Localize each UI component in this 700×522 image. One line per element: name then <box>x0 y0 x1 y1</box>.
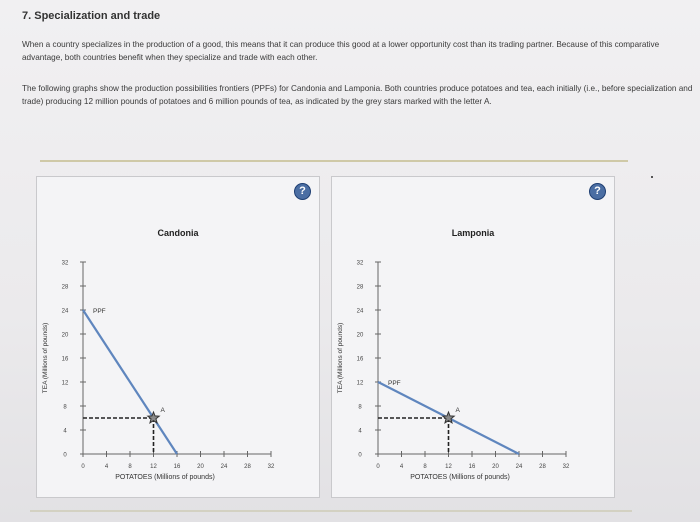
lamponia-y-tick-label: 20 <box>356 332 364 339</box>
lamponia-graph-panel <box>331 176 615 498</box>
candonia-ppf-label: PPF <box>93 308 106 315</box>
lamponia-x-tick-label: 0 <box>376 464 380 470</box>
lamponia-y-tick-label: 32 <box>356 260 364 267</box>
candonia-y-tick-label: 4 <box>63 428 67 435</box>
lamponia-help-icon[interactable]: ? <box>589 183 606 200</box>
candonia-y-tick-label: 28 <box>61 284 69 291</box>
lamponia-x-tick-label: 16 <box>468 464 476 470</box>
candonia-y-tick-label: 0 <box>63 452 67 459</box>
candonia-point-a-label: A <box>160 407 165 414</box>
stray-dot <box>651 176 653 178</box>
lamponia-chart-title: Lamponia <box>451 228 495 238</box>
candonia-x-tick-label: 12 <box>150 464 157 470</box>
candonia-y-tick-label: 20 <box>61 332 69 339</box>
candonia-graph-panel <box>36 176 320 498</box>
candonia-y-tick-label: 16 <box>61 356 69 363</box>
candonia-y-tick-label: 24 <box>61 308 69 315</box>
candonia-y-axis-label: TEA (Millions of pounds) <box>42 322 49 394</box>
lamponia-y-tick-label: 16 <box>356 356 364 363</box>
candonia-x-tick-label: 24 <box>220 464 228 470</box>
candonia-y-tick-label: 12 <box>61 380 69 387</box>
candonia-ppf-line <box>83 310 177 454</box>
candonia-help-icon[interactable]: ? <box>294 183 311 200</box>
candonia-x-tick-label: 16 <box>173 464 181 470</box>
section-divider <box>40 160 628 162</box>
lamponia-x-tick-label: 4 <box>399 464 404 470</box>
lamponia-x-tick-label: 24 <box>515 464 523 470</box>
candonia-x-tick-label: 32 <box>267 464 275 470</box>
lamponia-y-axis-label: TEA (Millions of pounds) <box>337 322 344 394</box>
candonia-x-tick-label: 4 <box>104 464 109 470</box>
lamponia-y-tick-label: 4 <box>358 428 362 435</box>
candonia-chart-title: Candonia <box>157 228 199 238</box>
lamponia-ppf-chart <box>332 177 614 497</box>
candonia-y-tick-label: 32 <box>61 260 69 267</box>
lamponia-y-tick-label: 12 <box>356 380 364 387</box>
question-title: 7. Specialization and trade <box>22 10 161 22</box>
lamponia-x-tick-label: 20 <box>492 464 499 470</box>
lamponia-x-tick-label: 32 <box>562 464 570 470</box>
lamponia-y-tick-label: 24 <box>356 308 364 315</box>
lamponia-ppf-label: PPF <box>388 380 401 387</box>
lamponia-x-axis-label: POTATOES (Millions of pounds) <box>410 474 510 481</box>
candonia-x-tick-label: 0 <box>81 464 85 470</box>
lamponia-y-tick-label: 28 <box>356 284 364 291</box>
lamponia-x-tick-label: 12 <box>445 464 452 470</box>
lamponia-point-a-label: A <box>455 407 460 414</box>
candonia-y-tick-label: 8 <box>63 404 67 411</box>
lamponia-y-tick-label: 8 <box>358 404 362 411</box>
intro-paragraph: When a country specializes in the production of a good, this means that it can produce this good at a lower opportunity cost than its trading partner. Because of this comparative advantage, both countries benefit when they specialize and trade with each other. <box>22 40 660 62</box>
bottom-divider <box>30 510 632 512</box>
candonia-ppf-chart <box>37 177 319 497</box>
candonia-x-tick-label: 8 <box>128 464 132 470</box>
lamponia-x-tick-label: 8 <box>423 464 427 470</box>
lamponia-y-tick-label: 0 <box>358 452 362 459</box>
lamponia-x-tick-label: 28 <box>539 464 546 470</box>
candonia-x-tick-label: 20 <box>197 464 204 470</box>
candonia-x-axis-label: POTATOES (Millions of pounds) <box>115 474 215 481</box>
candonia-x-tick-label: 28 <box>244 464 251 470</box>
graphs-description-paragraph: The following graphs show the production possibilities frontiers (PPFs) for Candonia and Lamponia. Both countries produce potatoes and tea, each initially (i.e., before specialization and trade) producing 12 million pounds of potatoes and 6 million pounds of tea, as indicated by the grey stars marked with the letter A. <box>22 84 693 106</box>
